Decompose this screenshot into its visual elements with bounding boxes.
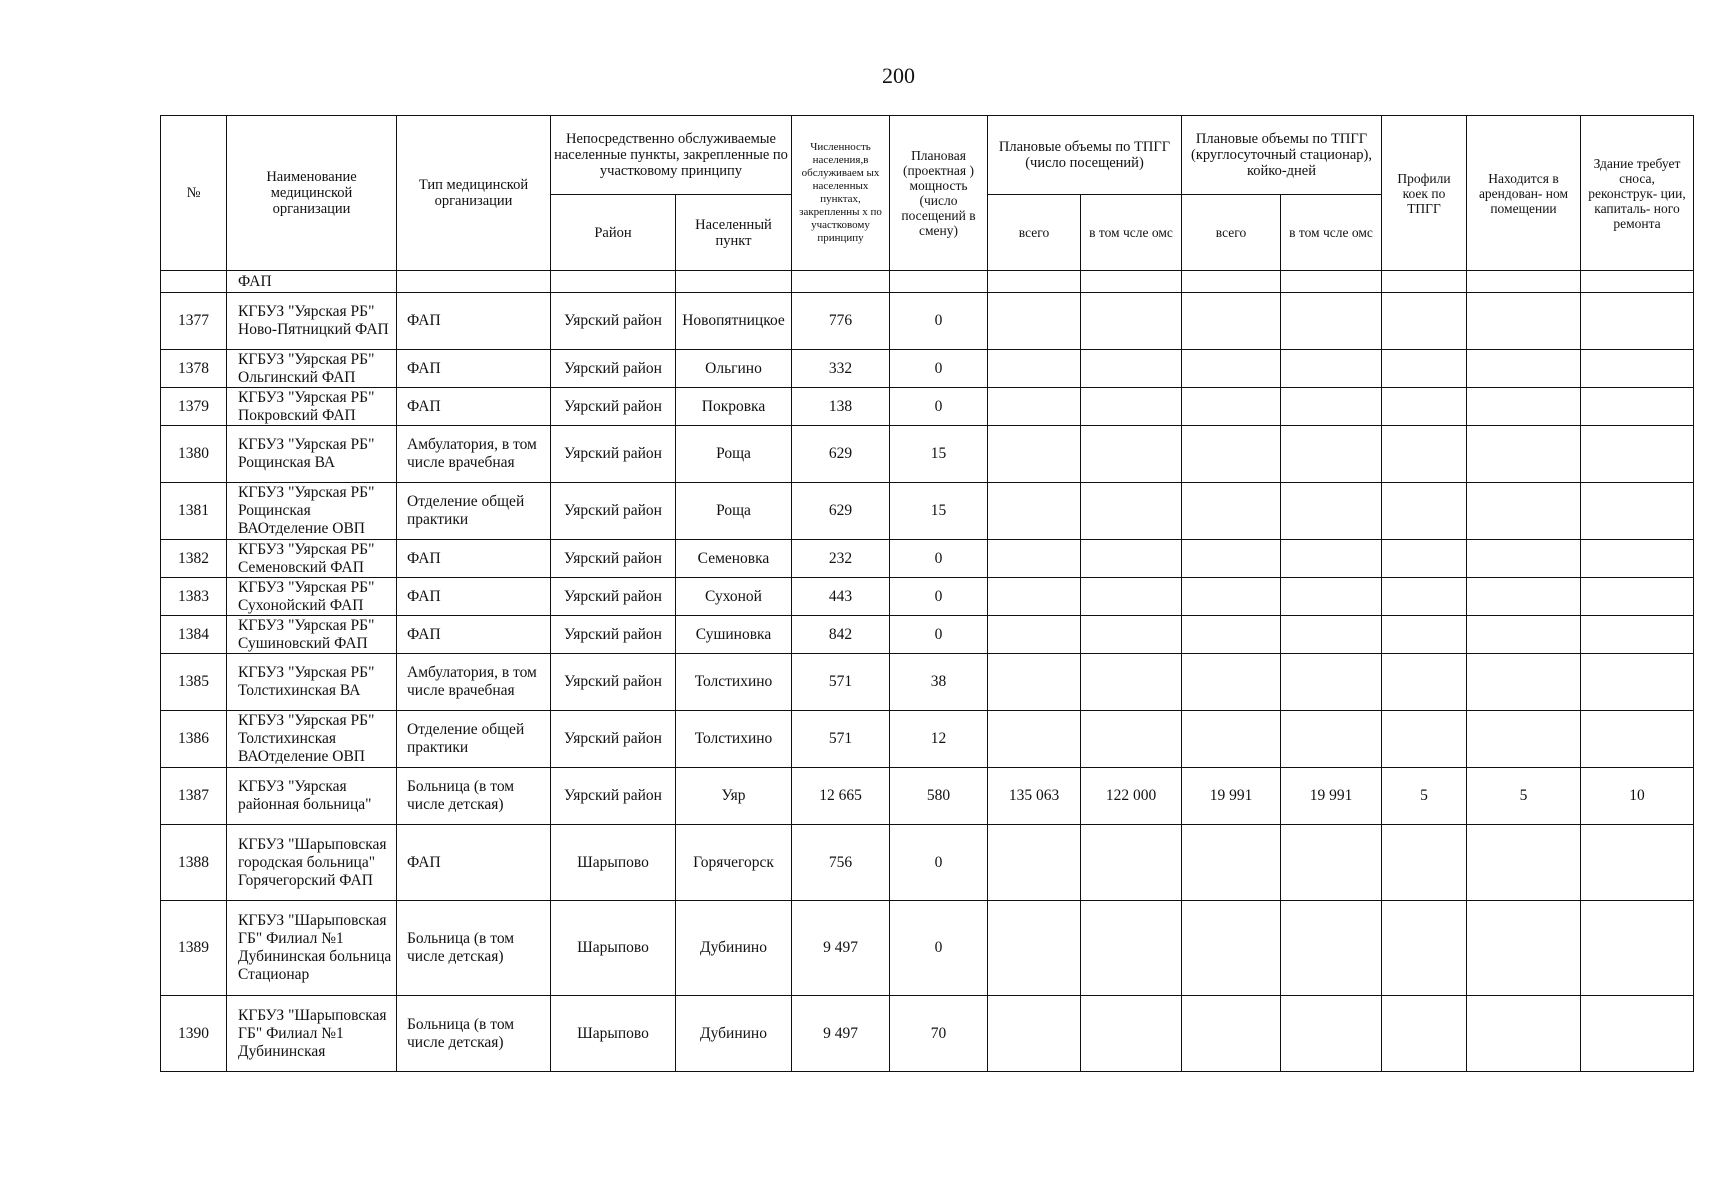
visits-total-cell [988,426,1081,483]
leased-cell [1467,540,1581,578]
org-name-cell: КГБУЗ "Уярская РБ" Рощинская ВАОтделение ОВП [227,483,397,540]
capacity-cell: 580 [890,768,988,825]
settlement-cell: Толстихино [676,711,792,768]
hosp-oms-cell [1281,616,1382,654]
hosp-oms-cell [1281,901,1382,996]
bed-profiles-cell [1382,388,1467,426]
settlement-cell: Роща [676,426,792,483]
capacity-cell: 38 [890,654,988,711]
bed-profiles-cell [1382,540,1467,578]
carryover-name: ФАП [227,271,397,293]
district-cell: Уярский район [551,350,676,388]
row-number-cell: 1390 [161,996,227,1072]
hosp-oms-cell: 19 991 [1281,768,1382,825]
district-cell: Уярский район [551,426,676,483]
org-name-cell: КГБУЗ "Шарыповская ГБ" Филиал №1 Дубининская [227,996,397,1072]
table-row [161,540,1694,578]
org-name-cell: КГБУЗ "Уярская РБ" Сушиновский ФАП [227,616,397,654]
district-cell: Уярский район [551,711,676,768]
org-name-cell: КГБУЗ "Уярская РБ" Ново-Пятницкий ФАП [227,293,397,350]
visits-oms-cell [1081,711,1182,768]
table-row [161,388,1694,426]
demolition-cell [1581,483,1694,540]
demolition-cell [1581,350,1694,388]
visits-oms-cell [1081,483,1182,540]
leased-cell [1467,711,1581,768]
hosp-total-cell [1182,293,1281,350]
facilities-table [160,115,1694,1072]
visits-total-cell: 135 063 [988,768,1081,825]
settlement-cell: Новопятницкое [676,293,792,350]
settlement-cell: Сушиновка [676,616,792,654]
header-visits-group: Плановые объемы по ТПГГ (число посещений) [988,116,1182,195]
hosp-oms-cell [1281,540,1382,578]
leased-cell [1467,388,1581,426]
bed-profiles-cell [1382,350,1467,388]
table-row [161,578,1694,616]
hosp-total-cell [1182,654,1281,711]
settlement-cell: Дубинино [676,996,792,1072]
header-visits-oms: в том чсле омс [1081,195,1182,271]
row-number-cell: 1388 [161,825,227,901]
demolition-cell [1581,388,1694,426]
population-cell: 629 [792,426,890,483]
bed-profiles-cell [1382,426,1467,483]
bed-profiles-cell: 5 [1382,768,1467,825]
org-type-cell: Больница (в том числе детская) [397,768,551,825]
demolition-cell: 10 [1581,768,1694,825]
capacity-cell: 12 [890,711,988,768]
capacity-cell: 0 [890,901,988,996]
population-cell: 571 [792,654,890,711]
header-bed-profiles: Профили коек по ТПГГ [1382,116,1467,271]
capacity-cell: 0 [890,350,988,388]
header-org-type: Тип медицинской организации [397,116,551,271]
district-cell: Шарыпово [551,996,676,1072]
hosp-total-cell [1182,426,1281,483]
leased-cell [1467,578,1581,616]
population-cell: 776 [792,293,890,350]
visits-total-cell [988,388,1081,426]
leased-cell: 5 [1467,768,1581,825]
bed-profiles-cell [1382,901,1467,996]
hosp-oms-cell [1281,293,1382,350]
header-leased: Находится в арендован- ном помещении [1467,116,1581,271]
population-cell: 9 497 [792,996,890,1072]
demolition-cell [1581,654,1694,711]
header-demolition: Здание требует сноса, реконструк- ции, капиталь- ного ремонта [1581,116,1694,271]
hosp-oms-cell [1281,426,1382,483]
demolition-cell [1581,825,1694,901]
settlement-cell: Покровка [676,388,792,426]
district-cell: Уярский район [551,293,676,350]
district-cell: Уярский район [551,768,676,825]
carryover-row [161,271,1694,293]
table-row [161,483,1694,540]
hosp-total-cell [1182,483,1281,540]
district-cell: Уярский район [551,616,676,654]
visits-total-cell [988,483,1081,540]
header-visits-total: всего [988,195,1081,271]
demolition-cell [1581,711,1694,768]
row-number-cell: 1377 [161,293,227,350]
hosp-total-cell [1182,540,1281,578]
visits-total-cell [988,901,1081,996]
header-num: № [161,116,227,271]
table-body [161,271,1694,1072]
visits-oms-cell [1081,293,1182,350]
population-cell: 12 665 [792,768,890,825]
visits-oms-cell: 122 000 [1081,768,1182,825]
table-row [161,293,1694,350]
org-type-cell: Больница (в том числе детская) [397,901,551,996]
capacity-cell: 0 [890,825,988,901]
header-hospital-group: Плановые объемы по ТПГГ (круглосуточный стационар), койко-дней [1182,116,1382,195]
demolition-cell [1581,578,1694,616]
hosp-oms-cell [1281,578,1382,616]
row-number-cell: 1386 [161,711,227,768]
org-type-cell: ФАП [397,350,551,388]
hosp-total-cell [1182,388,1281,426]
visits-total-cell [988,616,1081,654]
capacity-cell: 0 [890,616,988,654]
table-row [161,426,1694,483]
org-type-cell: ФАП [397,388,551,426]
visits-oms-cell [1081,388,1182,426]
hosp-oms-cell [1281,825,1382,901]
hosp-oms-cell [1281,711,1382,768]
row-number-cell: 1383 [161,578,227,616]
hosp-total-cell [1182,901,1281,996]
row-number-cell: 1378 [161,350,227,388]
row-number-cell: 1389 [161,901,227,996]
hosp-oms-cell [1281,350,1382,388]
population-cell: 443 [792,578,890,616]
header-org-name: Наименование медицинской организации [227,116,397,271]
leased-cell [1467,350,1581,388]
leased-cell [1467,616,1581,654]
population-cell: 571 [792,711,890,768]
org-name-cell: КГБУЗ "Уярская РБ" Ольгинский ФАП [227,350,397,388]
visits-oms-cell [1081,540,1182,578]
table-row [161,350,1694,388]
leased-cell [1467,293,1581,350]
org-name-cell: КГБУЗ "Уярская РБ" Толстихинская ВА [227,654,397,711]
settlement-cell: Толстихино [676,654,792,711]
page-number: 200 [882,63,915,88]
row-number-cell: 1381 [161,483,227,540]
row-number-cell: 1384 [161,616,227,654]
org-name-cell: КГБУЗ "Уярская РБ" Рощинская ВА [227,426,397,483]
visits-oms-cell [1081,901,1182,996]
demolition-cell [1581,996,1694,1072]
visits-total-cell [988,293,1081,350]
district-cell: Уярский район [551,540,676,578]
hosp-oms-cell [1281,996,1382,1072]
org-type-cell: Амбулатория, в том числе врачебная [397,426,551,483]
row-number-cell: 1387 [161,768,227,825]
hosp-total-cell [1182,616,1281,654]
settlement-cell: Роща [676,483,792,540]
visits-oms-cell [1081,350,1182,388]
header-hosp-oms: в том чсле омс [1281,195,1382,271]
bed-profiles-cell [1382,996,1467,1072]
hosp-total-cell [1182,578,1281,616]
bed-profiles-cell [1382,654,1467,711]
hosp-total-cell [1182,996,1281,1072]
header-population: Численность населения,в обслуживаем ых населенных пунктах, закрепленны х по участковому принципу [792,116,890,271]
org-type-cell: Амбулатория, в том числе врачебная [397,654,551,711]
table-row [161,901,1694,996]
demolition-cell [1581,426,1694,483]
table-row [161,654,1694,711]
org-name-cell: КГБУЗ "Уярская РБ" Толстихинская ВАОтделение ОВП [227,711,397,768]
population-cell: 332 [792,350,890,388]
visits-total-cell [988,350,1081,388]
leased-cell [1467,825,1581,901]
population-cell: 629 [792,483,890,540]
org-type-cell: Больница (в том числе детская) [397,996,551,1072]
visits-oms-cell [1081,996,1182,1072]
org-type-cell: ФАП [397,540,551,578]
org-type-cell: ФАП [397,616,551,654]
bed-profiles-cell [1382,483,1467,540]
settlement-cell: Сухоной [676,578,792,616]
row-number-cell: 1385 [161,654,227,711]
org-name-cell: КГБУЗ "Шарыповская городская больница" Горячегорский ФАП [227,825,397,901]
demolition-cell [1581,293,1694,350]
table-row [161,711,1694,768]
header-hosp-total: всего [1182,195,1281,271]
population-cell: 9 497 [792,901,890,996]
capacity-cell: 0 [890,293,988,350]
capacity-cell: 15 [890,426,988,483]
visits-oms-cell [1081,426,1182,483]
header-capacity: Плановая (проектная ) мощность (число посещений в смену) [890,116,988,271]
org-name-cell: КГБУЗ "Шарыповская ГБ" Филиал №1 Дубининская больница Стационар [227,901,397,996]
hosp-total-cell [1182,825,1281,901]
settlement-cell: Семеновка [676,540,792,578]
district-cell: Уярский район [551,654,676,711]
table-header [161,116,1694,271]
capacity-cell: 0 [890,578,988,616]
district-cell: Шарыпово [551,825,676,901]
hosp-oms-cell [1281,388,1382,426]
visits-oms-cell [1081,654,1182,711]
org-type-cell: Отделение общей практики [397,711,551,768]
visits-total-cell [988,578,1081,616]
org-name-cell: КГБУЗ "Уярская РБ" Семеновский ФАП [227,540,397,578]
district-cell: Уярский район [551,483,676,540]
hosp-total-cell [1182,711,1281,768]
settlement-cell: Горячегорск [676,825,792,901]
population-cell: 842 [792,616,890,654]
demolition-cell [1581,616,1694,654]
org-name-cell: КГБУЗ "Уярская РБ" Сухонойский ФАП [227,578,397,616]
leased-cell [1467,483,1581,540]
bed-profiles-cell [1382,616,1467,654]
org-name-cell: КГБУЗ "Уярская РБ" Покровский ФАП [227,388,397,426]
visits-total-cell [988,825,1081,901]
org-type-cell: ФАП [397,825,551,901]
capacity-cell: 0 [890,540,988,578]
settlement-cell: Дубинино [676,901,792,996]
bed-profiles-cell [1382,578,1467,616]
capacity-cell: 70 [890,996,988,1072]
visits-total-cell [988,711,1081,768]
hosp-oms-cell [1281,483,1382,540]
org-name-cell: КГБУЗ "Уярская районная больница" [227,768,397,825]
demolition-cell [1581,901,1694,996]
header-served-group: Непосредственно обслуживаемые населенные пункты, закрепленные по участковому принципу [551,116,792,195]
population-cell: 232 [792,540,890,578]
demolition-cell [1581,540,1694,578]
settlement-cell: Уяр [676,768,792,825]
row-number-cell: 1382 [161,540,227,578]
district-cell: Уярский район [551,578,676,616]
header-district: Район [551,195,676,271]
hosp-total-cell [1182,350,1281,388]
leased-cell [1467,654,1581,711]
leased-cell [1467,901,1581,996]
hosp-oms-cell [1281,654,1382,711]
visits-total-cell [988,540,1081,578]
capacity-cell: 15 [890,483,988,540]
table-row [161,825,1694,901]
bed-profiles-cell [1382,711,1467,768]
table-row [161,768,1694,825]
visits-total-cell [988,996,1081,1072]
population-cell: 756 [792,825,890,901]
district-cell: Уярский район [551,388,676,426]
district-cell: Шарыпово [551,901,676,996]
visits-total-cell [988,654,1081,711]
capacity-cell: 0 [890,388,988,426]
visits-oms-cell [1081,578,1182,616]
bed-profiles-cell [1382,293,1467,350]
leased-cell [1467,996,1581,1072]
org-type-cell: ФАП [397,578,551,616]
table-row [161,996,1694,1072]
settlement-cell: Ольгино [676,350,792,388]
table-row [161,616,1694,654]
population-cell: 138 [792,388,890,426]
hosp-total-cell: 19 991 [1182,768,1281,825]
visits-oms-cell [1081,616,1182,654]
row-number-cell: 1379 [161,388,227,426]
bed-profiles-cell [1382,825,1467,901]
visits-oms-cell [1081,825,1182,901]
row-number-cell: 1380 [161,426,227,483]
org-type-cell: Отделение общей практики [397,483,551,540]
org-type-cell: ФАП [397,293,551,350]
leased-cell [1467,426,1581,483]
header-settlement: Населенный пункт [676,195,792,271]
